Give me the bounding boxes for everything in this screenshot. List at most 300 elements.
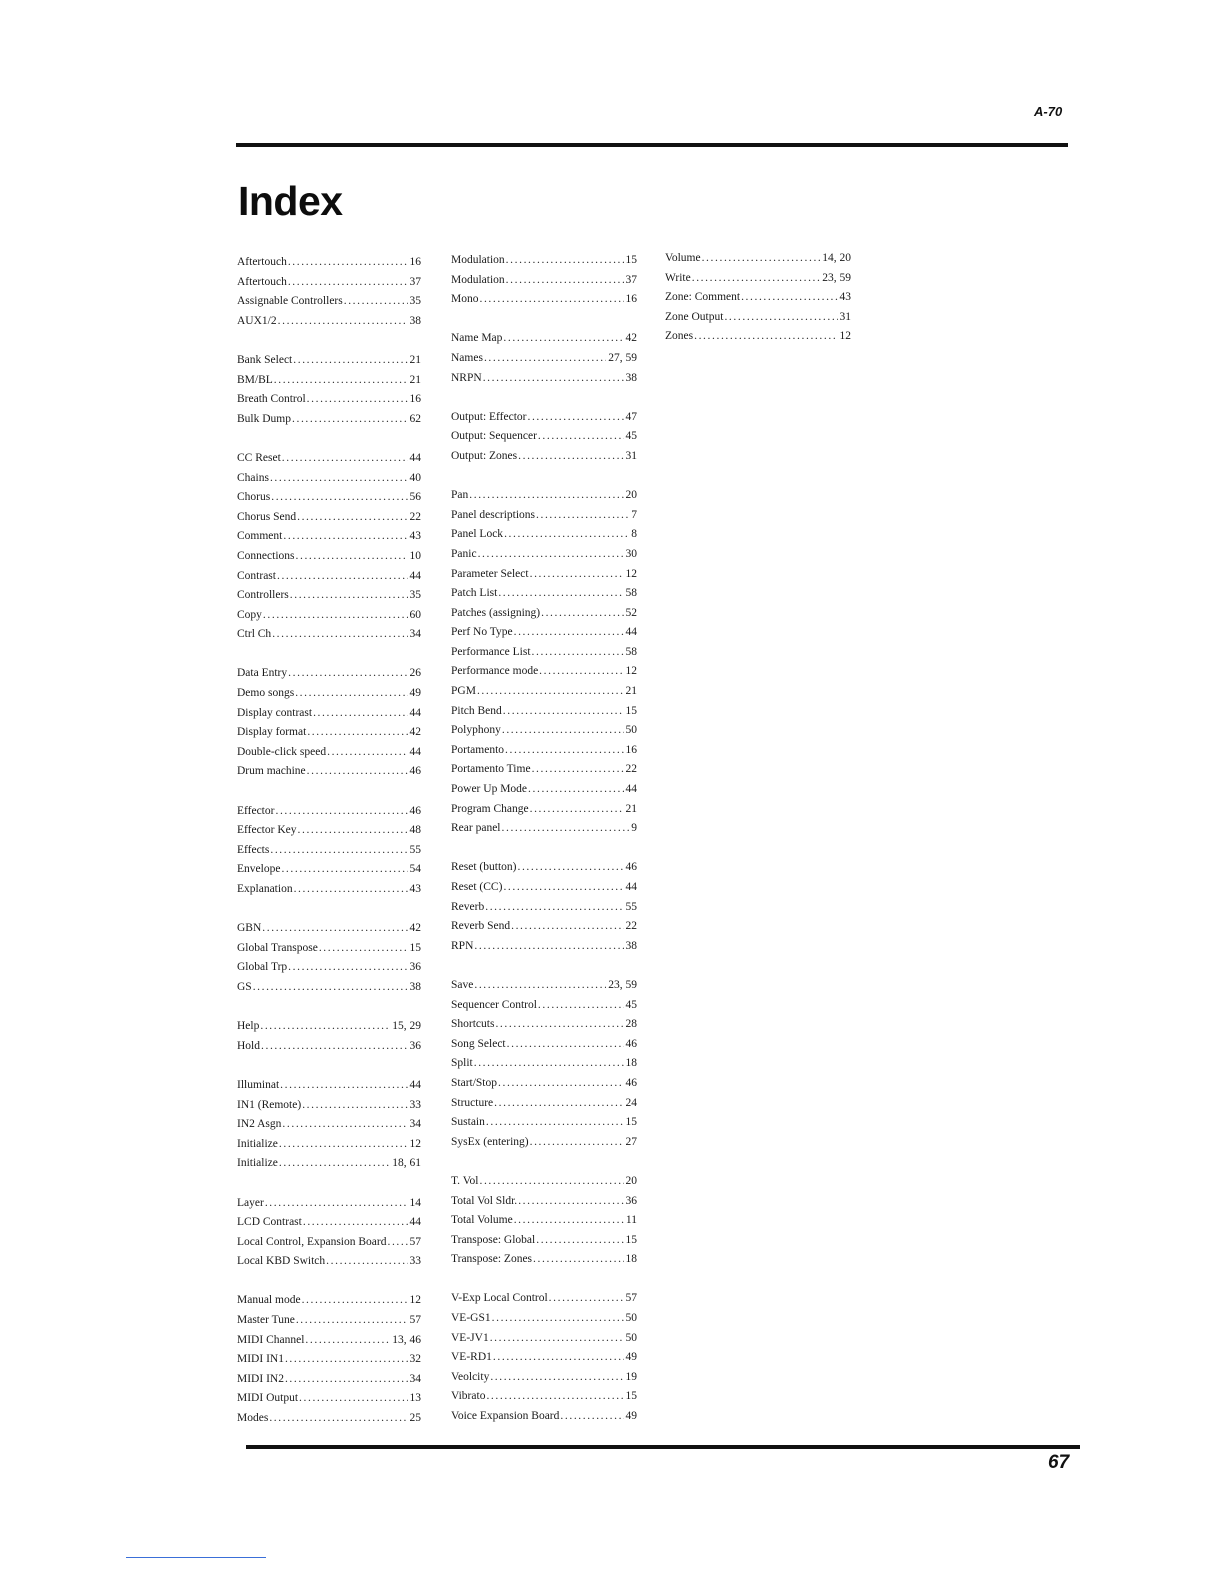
index-term: Split bbox=[451, 1057, 473, 1070]
index-term: Effects bbox=[237, 843, 270, 856]
dot-leader bbox=[530, 565, 624, 585]
index-page-ref: 18 bbox=[625, 1253, 637, 1266]
index-letter-group bbox=[451, 329, 637, 388]
index-entry bbox=[237, 1194, 421, 1214]
index-entry bbox=[451, 1329, 637, 1349]
index-letter-group bbox=[237, 449, 421, 645]
index-page-ref: 15 bbox=[625, 1116, 637, 1129]
index-term: Help bbox=[237, 1020, 260, 1033]
index-page-ref: 33 bbox=[409, 1098, 421, 1111]
index-letter-group bbox=[237, 253, 421, 331]
dot-leader bbox=[262, 919, 407, 939]
index-entry bbox=[451, 682, 637, 702]
dot-leader bbox=[514, 1211, 624, 1231]
index-entry bbox=[237, 860, 421, 880]
dot-leader bbox=[533, 1250, 623, 1270]
index-term: Breath Control bbox=[237, 393, 306, 406]
index-entry bbox=[665, 288, 851, 308]
index-term: Layer bbox=[237, 1196, 264, 1209]
index-term: Reverb Send bbox=[451, 920, 511, 933]
dot-leader bbox=[502, 819, 630, 839]
dot-leader bbox=[692, 269, 821, 289]
dot-leader bbox=[344, 292, 408, 312]
index-term: Parameter Select bbox=[451, 567, 529, 580]
index-entry bbox=[451, 604, 637, 624]
dot-leader bbox=[506, 271, 624, 291]
index-page-ref: 21 bbox=[409, 353, 421, 366]
index-entry bbox=[451, 1368, 637, 1388]
index-entry bbox=[237, 527, 421, 547]
index-entry bbox=[237, 958, 421, 978]
dot-leader bbox=[282, 1115, 407, 1135]
index-term: Chorus bbox=[237, 491, 271, 504]
index-page-ref: 54 bbox=[409, 863, 421, 876]
index-entry bbox=[451, 937, 637, 957]
index-entry bbox=[451, 976, 637, 996]
index-term: Voice Expansion Board bbox=[451, 1410, 560, 1423]
index-term: Display contrast bbox=[237, 706, 313, 719]
index-page-ref: 43 bbox=[409, 883, 421, 895]
index-page-ref: 27 bbox=[625, 1135, 637, 1148]
index-term: Song Select bbox=[451, 1037, 506, 1050]
index-entry bbox=[237, 1076, 421, 1096]
index-entry bbox=[451, 917, 637, 937]
index-entry bbox=[237, 802, 421, 822]
index-term: Power Up Mode bbox=[451, 783, 528, 796]
index-entry bbox=[451, 1309, 637, 1329]
index-term: Write bbox=[665, 271, 691, 284]
index-entry bbox=[451, 741, 637, 761]
dot-leader bbox=[288, 958, 407, 978]
index-page-ref: 21 bbox=[625, 685, 637, 698]
index-page-ref: 62 bbox=[409, 412, 421, 425]
index-entry bbox=[237, 371, 421, 391]
dot-leader bbox=[270, 841, 407, 861]
index-column-2 bbox=[451, 251, 637, 1446]
index-entry bbox=[451, 1407, 637, 1427]
index-page-ref: 15 bbox=[409, 941, 421, 954]
index-page-ref: 38 bbox=[625, 371, 637, 384]
dot-leader bbox=[302, 1291, 408, 1311]
dot-leader bbox=[490, 1368, 623, 1388]
dot-leader bbox=[307, 762, 408, 782]
index-term: GS bbox=[237, 980, 252, 993]
index-term: Envelope bbox=[237, 863, 281, 876]
dot-leader bbox=[288, 664, 407, 684]
index-page-ref: 13 bbox=[409, 1392, 421, 1405]
page-title: Index bbox=[238, 178, 343, 224]
index-term: MIDI IN2 bbox=[237, 1372, 284, 1385]
index-letter-group bbox=[451, 1289, 637, 1426]
index-entry bbox=[237, 390, 421, 410]
dot-leader bbox=[270, 469, 408, 489]
index-page-ref: 7 bbox=[631, 508, 637, 521]
index-term: Double-click speed bbox=[237, 745, 327, 758]
index-page-ref: 15 bbox=[625, 704, 637, 717]
index-entry bbox=[237, 292, 421, 312]
index-page-ref: 27, 59 bbox=[608, 351, 637, 364]
dot-leader bbox=[469, 486, 623, 506]
index-entry bbox=[451, 584, 637, 604]
index-entry bbox=[451, 800, 637, 820]
index-entry bbox=[451, 1211, 637, 1231]
index-page-ref: 26 bbox=[409, 667, 421, 680]
dot-leader bbox=[528, 780, 623, 800]
dot-leader bbox=[479, 1172, 623, 1192]
index-term: Names bbox=[451, 351, 483, 364]
index-term: Drum machine bbox=[237, 765, 306, 778]
index-page-ref: 35 bbox=[409, 589, 421, 602]
dot-leader bbox=[490, 1329, 624, 1349]
index-page-ref: 46 bbox=[625, 1076, 637, 1089]
index-letter-group bbox=[451, 408, 637, 467]
dot-leader bbox=[507, 1035, 624, 1055]
index-page-ref: 18, 61 bbox=[392, 1157, 421, 1170]
dot-leader bbox=[538, 427, 624, 447]
index-letter-group bbox=[237, 1076, 421, 1174]
dot-leader bbox=[285, 1350, 408, 1370]
index-term: Panel Lock bbox=[451, 528, 504, 541]
index-entry bbox=[237, 919, 421, 939]
index-term: Transpose: Zones bbox=[451, 1253, 533, 1266]
dot-leader bbox=[305, 1331, 390, 1351]
dot-leader bbox=[278, 312, 408, 332]
index-term: Transpose: Global bbox=[451, 1233, 536, 1246]
index-page-ref: 46 bbox=[625, 1037, 637, 1050]
index-term: AUX1/2 bbox=[237, 314, 277, 327]
index-entry bbox=[451, 1074, 637, 1094]
dot-leader bbox=[296, 547, 408, 567]
index-entry bbox=[237, 508, 421, 528]
index-page-ref: 49 bbox=[625, 1351, 637, 1364]
dot-leader bbox=[518, 1192, 623, 1212]
dot-leader bbox=[288, 273, 408, 293]
dot-leader bbox=[549, 1289, 624, 1309]
index-page-ref: 44 bbox=[625, 783, 637, 796]
index-term: IN1 (Remote) bbox=[237, 1098, 302, 1111]
index-term: CC Reset bbox=[237, 451, 281, 464]
index-entry bbox=[451, 1348, 637, 1368]
index-term: Master Tune bbox=[237, 1314, 295, 1327]
index-page-ref: 14, 20 bbox=[822, 252, 851, 264]
dot-leader bbox=[486, 1387, 623, 1407]
index-page-ref: 57 bbox=[625, 1292, 637, 1305]
index-page-ref: 33 bbox=[409, 1255, 421, 1268]
index-entry bbox=[451, 780, 637, 800]
index-term: Veolcity bbox=[451, 1370, 490, 1383]
index-entry bbox=[451, 1192, 637, 1212]
index-entry bbox=[237, 449, 421, 469]
index-entry bbox=[451, 447, 637, 467]
index-term: Local KBD Switch bbox=[237, 1255, 326, 1268]
dot-leader bbox=[514, 623, 624, 643]
index-term: MIDI Output bbox=[237, 1392, 299, 1405]
index-entry bbox=[451, 408, 637, 428]
index-page-ref: 16 bbox=[625, 743, 637, 756]
dot-leader bbox=[269, 1409, 407, 1429]
dot-leader bbox=[511, 917, 623, 937]
index-page-ref: 38 bbox=[409, 314, 421, 327]
index-page-ref: 12 bbox=[409, 1137, 421, 1150]
index-entry bbox=[237, 743, 421, 763]
index-entry bbox=[237, 1350, 421, 1370]
index-letter-group bbox=[665, 249, 851, 347]
index-page-ref: 34 bbox=[409, 1118, 421, 1131]
index-entry bbox=[451, 760, 637, 780]
index-page-ref: 44 bbox=[409, 1216, 421, 1229]
dot-leader bbox=[293, 351, 407, 371]
dot-leader bbox=[541, 604, 623, 624]
index-entry bbox=[237, 1213, 421, 1233]
index-page-ref: 31 bbox=[625, 449, 637, 462]
index-page-ref: 20 bbox=[625, 1174, 637, 1187]
index-term: Controllers bbox=[237, 589, 289, 602]
dot-leader bbox=[530, 800, 624, 820]
index-term: Explanation bbox=[237, 883, 293, 895]
index-page-ref: 15 bbox=[625, 1390, 637, 1403]
dot-leader bbox=[536, 506, 629, 526]
index-page-ref: 15, 29 bbox=[392, 1020, 421, 1033]
index-entry bbox=[237, 625, 421, 645]
index-page-ref: 44 bbox=[409, 745, 421, 758]
index-page-ref: 48 bbox=[409, 824, 421, 837]
header-rule bbox=[236, 143, 1068, 147]
index-entry bbox=[237, 664, 421, 684]
index-entry bbox=[451, 878, 637, 898]
index-entry bbox=[451, 996, 637, 1016]
index-term: Portamento Time bbox=[451, 763, 531, 776]
index-entry bbox=[451, 1250, 637, 1270]
index-entry bbox=[451, 1094, 637, 1114]
dot-leader bbox=[532, 643, 624, 663]
index-term: Manual mode bbox=[237, 1294, 301, 1307]
index-entry bbox=[451, 251, 637, 271]
index-page-ref: 44 bbox=[625, 626, 637, 639]
dot-leader bbox=[283, 527, 407, 547]
index-term: Sequencer Control bbox=[451, 998, 537, 1011]
index-entry bbox=[237, 1311, 421, 1331]
index-entry bbox=[237, 253, 421, 273]
index-term: Panel descriptions bbox=[451, 508, 535, 521]
dot-leader bbox=[741, 288, 837, 308]
dot-leader bbox=[271, 488, 407, 508]
index-page-ref: 15 bbox=[625, 254, 637, 266]
index-page-ref: 16 bbox=[409, 256, 421, 268]
dot-leader bbox=[532, 760, 624, 780]
index-entry bbox=[237, 312, 421, 332]
index-entry bbox=[451, 1113, 637, 1133]
index-entry bbox=[451, 721, 637, 741]
dot-leader bbox=[298, 821, 408, 841]
index-term: GBN bbox=[237, 922, 262, 935]
index-term: Aftertouch bbox=[237, 275, 287, 288]
index-page-ref: 21 bbox=[409, 373, 421, 386]
index-term: SysEx (entering) bbox=[451, 1135, 529, 1148]
index-term: T. Vol bbox=[451, 1174, 479, 1187]
index-page-ref: 24 bbox=[625, 1096, 637, 1109]
index-page-ref: 60 bbox=[409, 608, 421, 621]
index-page-ref: 55 bbox=[625, 900, 637, 913]
index-term: Bank Select bbox=[237, 353, 293, 366]
index-term: Name Map bbox=[451, 332, 503, 345]
index-page-ref: 32 bbox=[409, 1353, 421, 1366]
index-letter-group bbox=[451, 1172, 637, 1270]
index-entry bbox=[451, 1035, 637, 1055]
index-term: Comment bbox=[237, 530, 283, 543]
index-term: Sustain bbox=[451, 1116, 485, 1129]
index-term: Contrast bbox=[237, 569, 276, 582]
index-entry bbox=[451, 349, 637, 369]
dot-leader bbox=[517, 858, 623, 878]
index-entry bbox=[237, 1017, 421, 1037]
index-page-ref: 50 bbox=[625, 1312, 637, 1325]
index-term: Zones bbox=[665, 330, 694, 343]
dot-leader bbox=[494, 1094, 623, 1114]
index-letter-group bbox=[237, 919, 421, 997]
index-page-ref: 43 bbox=[839, 291, 851, 304]
index-page-ref: 56 bbox=[409, 491, 421, 504]
index-entry bbox=[237, 762, 421, 782]
index-entry bbox=[237, 821, 421, 841]
dot-leader bbox=[274, 371, 408, 391]
dot-leader bbox=[297, 508, 407, 528]
index-column-1 bbox=[237, 253, 421, 1448]
index-entry bbox=[451, 898, 637, 918]
index-entry bbox=[451, 369, 637, 389]
index-entry bbox=[451, 486, 637, 506]
dot-leader bbox=[279, 1154, 390, 1174]
index-term: Rear panel bbox=[451, 822, 501, 835]
dot-leader bbox=[253, 978, 408, 998]
index-term: Patch List bbox=[451, 587, 498, 600]
index-page-ref: 31 bbox=[839, 310, 851, 323]
index-term: Shortcuts bbox=[451, 1018, 495, 1031]
index-page-ref: 21 bbox=[625, 802, 637, 815]
dot-leader bbox=[296, 1311, 408, 1331]
dot-leader bbox=[280, 1076, 407, 1096]
index-page-ref: 57 bbox=[409, 1314, 421, 1327]
index-page-ref: 44 bbox=[409, 569, 421, 582]
index-page-ref: 36 bbox=[409, 1039, 421, 1052]
index-page-ref: 50 bbox=[625, 1331, 637, 1344]
index-term: VE-GS1 bbox=[451, 1312, 491, 1325]
index-term: Display format bbox=[237, 726, 307, 739]
index-entry bbox=[237, 410, 421, 430]
index-page-ref: 13, 46 bbox=[392, 1333, 421, 1346]
index-term: Local Control, Expansion Board bbox=[237, 1235, 387, 1248]
index-entry bbox=[451, 1054, 637, 1074]
dot-leader bbox=[295, 684, 407, 704]
footer-rule bbox=[246, 1445, 1080, 1449]
index-page-ref: 37 bbox=[625, 273, 637, 286]
index-entry bbox=[451, 329, 637, 349]
index-entry bbox=[237, 1037, 421, 1057]
index-term: Perf No Type bbox=[451, 626, 513, 639]
index-term: Assignable Controllers bbox=[237, 295, 343, 308]
index-entry bbox=[665, 249, 851, 269]
index-term: BM/BL bbox=[237, 373, 273, 386]
dot-leader bbox=[279, 1135, 408, 1155]
index-page-ref: 8 bbox=[631, 528, 637, 541]
index-page-ref: 46 bbox=[625, 861, 637, 874]
index-term: IN2 Asgn bbox=[237, 1118, 282, 1131]
index-term: Modulation bbox=[451, 273, 505, 286]
index-term: Output: Sequencer bbox=[451, 430, 537, 443]
index-entry bbox=[237, 841, 421, 861]
dot-leader bbox=[503, 702, 624, 722]
dot-leader bbox=[518, 447, 623, 467]
dot-leader bbox=[483, 369, 624, 389]
index-page-ref: 30 bbox=[625, 547, 637, 560]
dot-leader bbox=[492, 1309, 624, 1329]
index-term: Structure bbox=[451, 1096, 494, 1109]
dot-leader bbox=[527, 408, 623, 428]
index-term: Modulation bbox=[451, 254, 505, 266]
index-term: Volume bbox=[665, 252, 701, 264]
dot-leader bbox=[486, 1113, 624, 1133]
index-term: Hold bbox=[237, 1039, 260, 1052]
index-entry bbox=[237, 1135, 421, 1155]
index-term: Pitch Bend bbox=[451, 704, 502, 717]
index-page-ref: 12 bbox=[839, 330, 851, 343]
index-page-ref: 22 bbox=[409, 510, 421, 523]
index-term: Zone Output bbox=[665, 310, 724, 323]
index-entry bbox=[237, 586, 421, 606]
dot-leader bbox=[474, 976, 606, 996]
index-page-ref: 42 bbox=[409, 922, 421, 935]
index-entry bbox=[237, 1115, 421, 1135]
index-entry bbox=[451, 525, 637, 545]
index-term: Total Volume bbox=[451, 1214, 513, 1227]
index-page-ref: 52 bbox=[625, 606, 637, 619]
index-term: Data Entry bbox=[237, 667, 288, 680]
index-term: Ctrl Ch bbox=[237, 628, 272, 641]
index-term: Output: Effector bbox=[451, 410, 527, 423]
index-page-ref: 10 bbox=[409, 549, 421, 562]
index-term: Demo songs bbox=[237, 687, 295, 700]
dot-leader bbox=[484, 349, 606, 369]
index-letter-group bbox=[451, 976, 637, 1152]
dot-leader bbox=[539, 662, 623, 682]
index-entry bbox=[237, 1154, 421, 1174]
index-page-ref: 20 bbox=[625, 489, 637, 502]
dot-leader bbox=[326, 1252, 407, 1272]
dot-leader bbox=[281, 860, 407, 880]
index-entry bbox=[451, 643, 637, 663]
dot-leader bbox=[275, 802, 407, 822]
index-page-ref: 57 bbox=[409, 1235, 421, 1248]
dot-leader bbox=[272, 625, 407, 645]
dot-leader bbox=[260, 1017, 390, 1037]
index-page-ref: 58 bbox=[625, 645, 637, 658]
dot-leader bbox=[277, 567, 408, 587]
index-page-ref: 45 bbox=[625, 998, 637, 1011]
index-page-ref: 43 bbox=[409, 530, 421, 543]
dot-leader bbox=[505, 741, 623, 761]
dot-leader bbox=[387, 1233, 407, 1253]
index-term: Effector bbox=[237, 804, 275, 817]
index-letter-group bbox=[451, 251, 637, 310]
dot-leader bbox=[294, 880, 408, 900]
index-entry bbox=[451, 1289, 637, 1309]
index-entry bbox=[451, 271, 637, 291]
index-entry bbox=[665, 308, 851, 328]
index-term: LCD Contrast bbox=[237, 1216, 302, 1229]
index-term: Pan bbox=[451, 489, 469, 502]
index-entry bbox=[451, 819, 637, 839]
dot-leader bbox=[498, 1074, 623, 1094]
index-entry bbox=[237, 1389, 421, 1409]
